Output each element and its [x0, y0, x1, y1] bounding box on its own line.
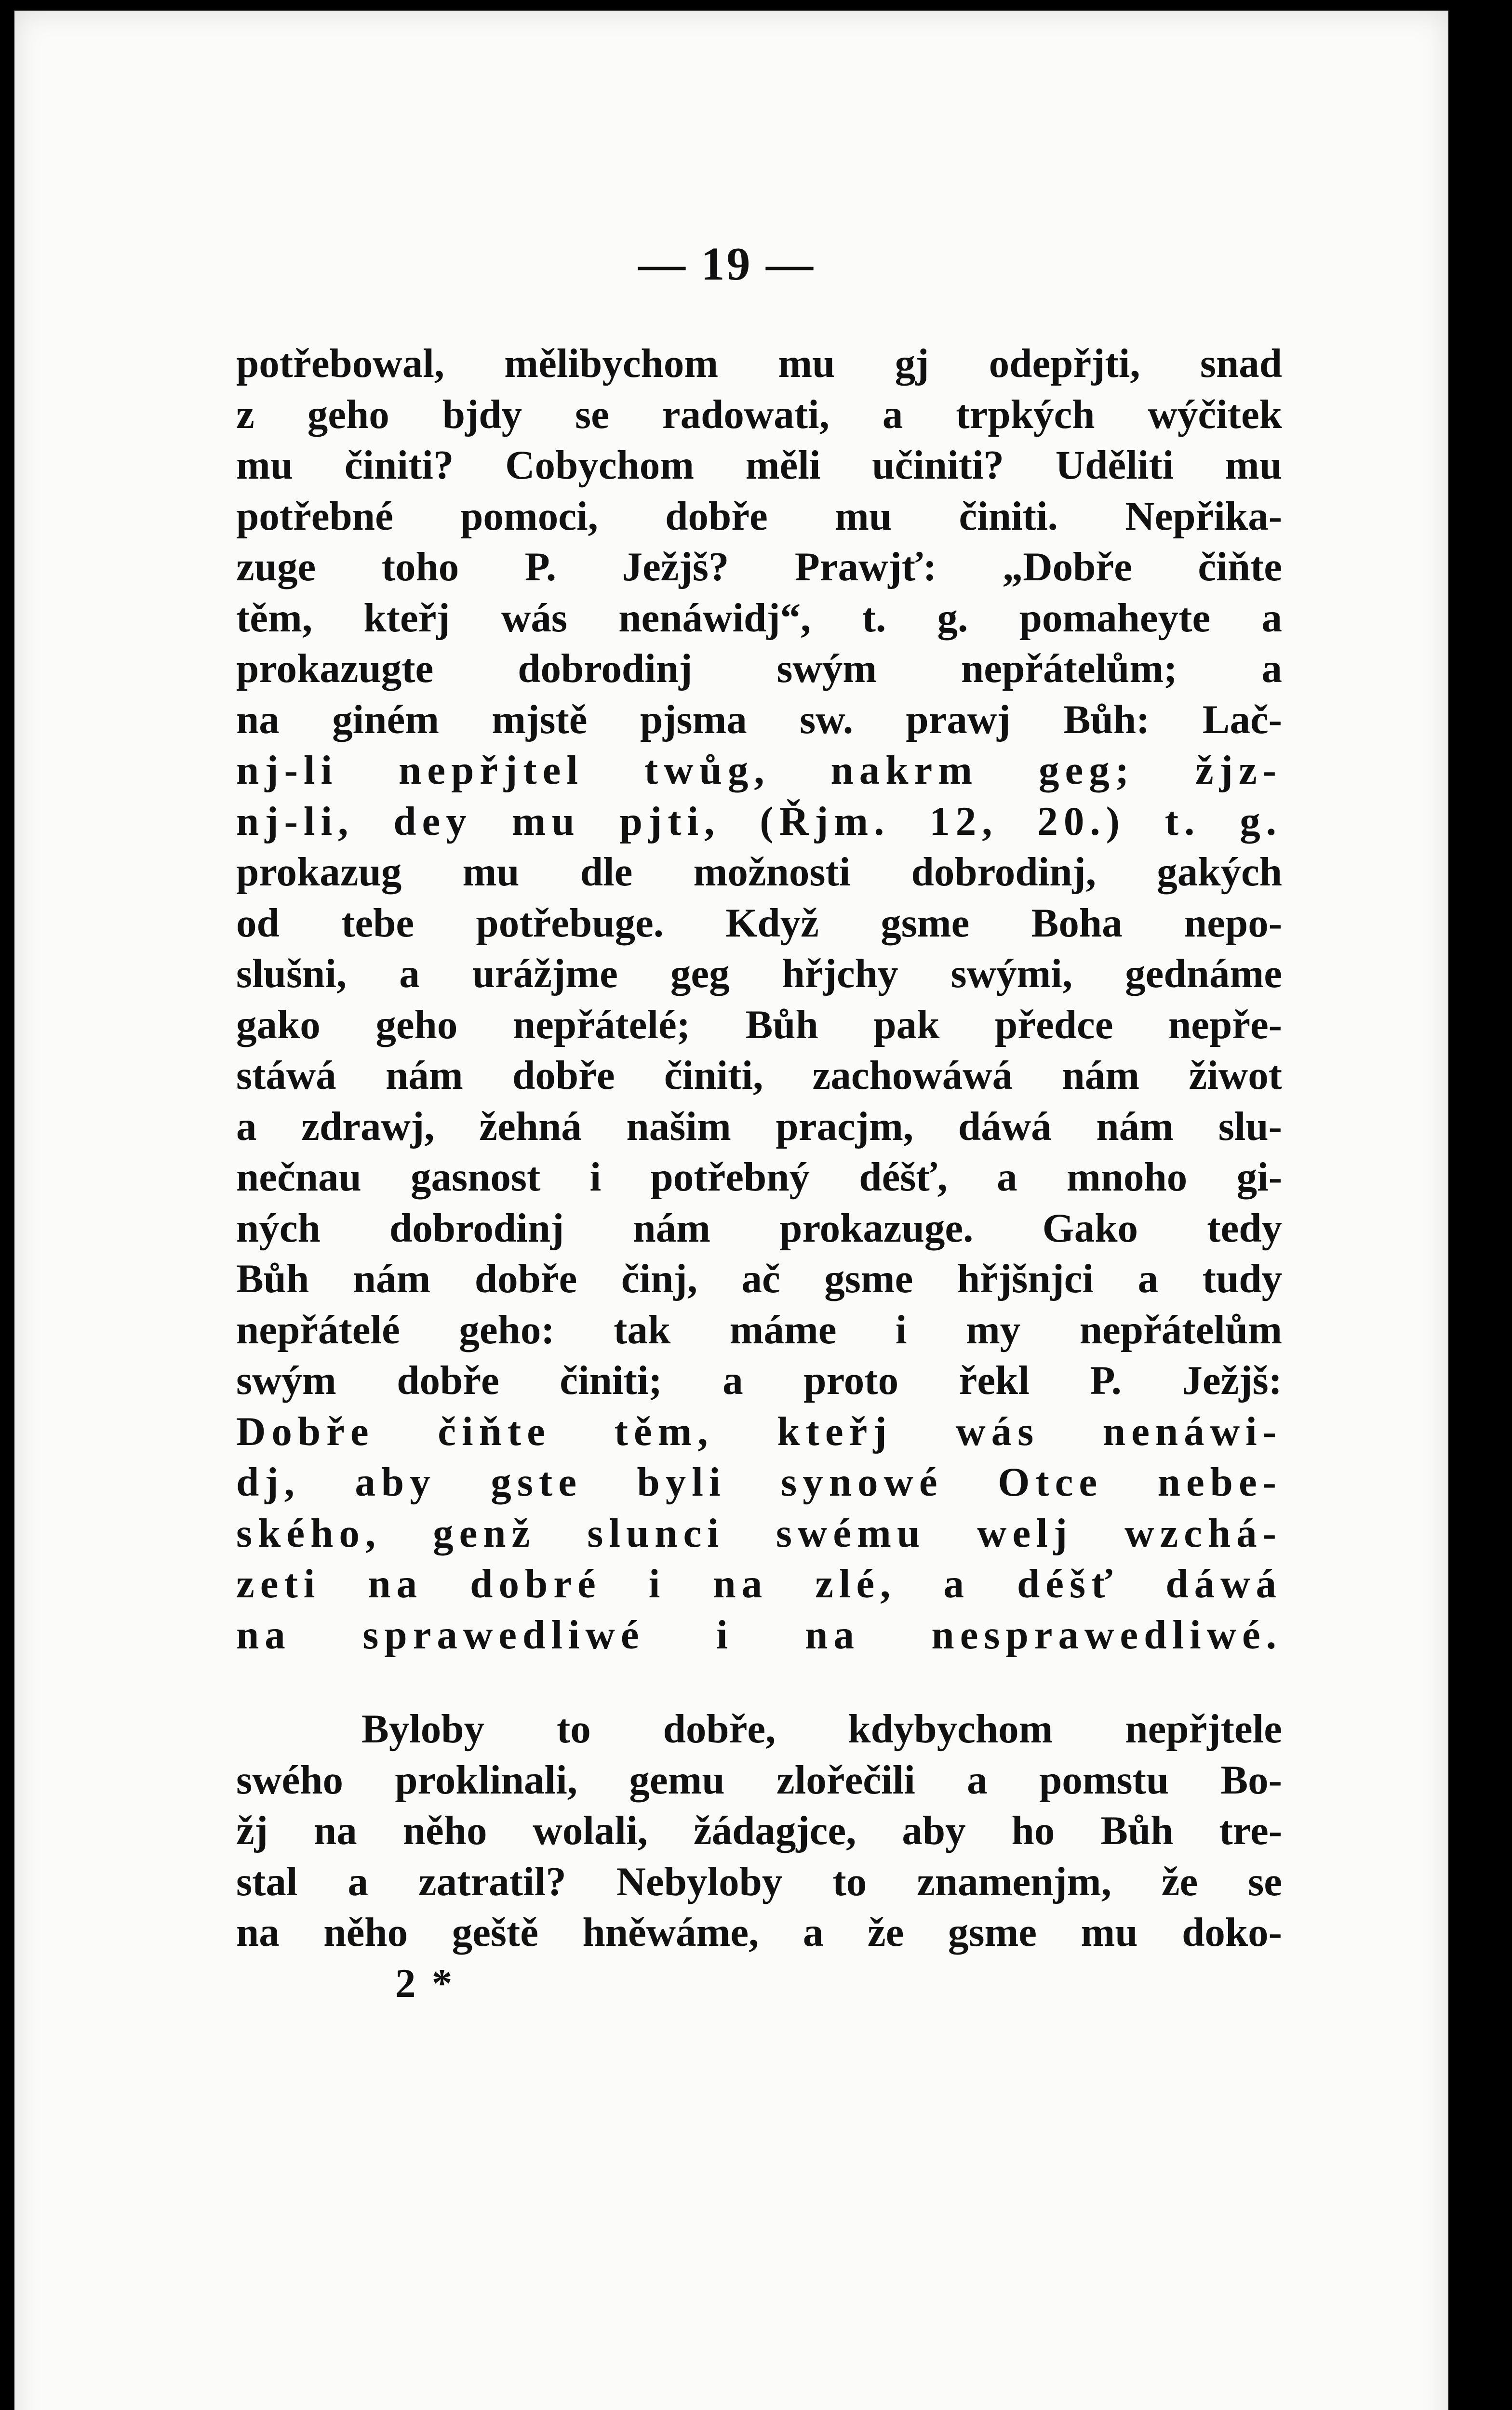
text-line: na něho geště hněwáme, a že gsme mu doko- [236, 1910, 1282, 1955]
text-line: gako geho nepřátelé; Bůh pak předce nepře- [236, 1002, 1282, 1047]
text-line: potřebné pomoci, dobře mu činiti. Nepřika- [236, 493, 1282, 539]
page-number: — 19 — [638, 238, 815, 290]
text-line: žj na něho wolali, žádagjce, aby ho Bůh tre- [236, 1808, 1282, 1853]
text-line: nečnau gasnost i potřebný déšť, a mnoho gi- [236, 1154, 1282, 1200]
paragraph-gap [236, 1660, 1282, 1704]
text-line: slušni, a urážjme geg hřjchy swými, gednáme [236, 951, 1282, 996]
text-line: z geho bjdy se radowati, a trpkých wýčitek [236, 391, 1282, 437]
text-line: nepřátelé geho: tak máme i my nepřátelům [236, 1307, 1282, 1352]
text-line: od tebe potřebuge. Když gsme Boha nepo- [236, 900, 1282, 946]
text-line: stáwá nám dobře činiti, zachowáwá nám žiwot [236, 1053, 1282, 1098]
text-line: ského, genž slunci swému welj wzchá- [236, 1510, 1282, 1556]
signature-mark: 2 * [395, 1960, 455, 2006]
text-line: prokazug mu dle možnosti dobrodinj, gakých [236, 849, 1282, 895]
text-line: ných dobrodinj nám prokazuge. Gako tedy [236, 1205, 1282, 1251]
text-line: mu činiti? Cobychom měli učiniti? Uděliti mu [236, 442, 1282, 488]
text-line: dj, aby gste byli synowé Otce nebe- [236, 1459, 1282, 1505]
text-line: nj-li nepřjtel twůg, nakrm geg; žjz- [236, 748, 1282, 793]
text-line: zuge toho P. Ježjš? Prawjť: „Dobře čiňte [236, 544, 1282, 589]
text-line: Bůh nám dobře činj, ač gsme hřjšnjci a tudy [236, 1256, 1282, 1301]
text-line: stal a zatratil? Nebyloby to znamenjm, že se [236, 1859, 1282, 1904]
text-line: swým dobře činiti; a proto řekl P. Ježjš: [236, 1358, 1282, 1403]
text-line: na sprawedliwé i na nesprawedliwé. [236, 1612, 1282, 1658]
text-line: swého proklinali, gemu zlořečili a pomstu Bo- [236, 1757, 1282, 1803]
text-line: těm, kteřj wás nenáwidj“, t. g. pomaheyte a [236, 595, 1282, 641]
text-line: zeti na dobré i na zlé, a déšť dáwá [236, 1561, 1282, 1607]
body-text [236, 338, 1282, 2009]
text-line: a zdrawj, žehná našim pracjm, dáwá nám slu- [236, 1103, 1282, 1149]
text-line: prokazugte dobrodinj swým nepřátelům; a [236, 646, 1282, 691]
text-line: Byloby to dobře, kdybychom nepřjtele [361, 1706, 1282, 1752]
text-line: potřebowal, mělibychom mu gj odepřjti, snad [236, 341, 1282, 386]
text-line: na giném mjstě pjsma sw. prawj Bůh: Lač- [236, 696, 1282, 742]
text-line: nj-li, dey mu pjti, (Řjm. 12, 20.) t. g. [236, 798, 1282, 844]
text-line: Dobře čiňte těm, kteřj wás nenáwi- [236, 1408, 1282, 1454]
book-page [14, 11, 1448, 2410]
